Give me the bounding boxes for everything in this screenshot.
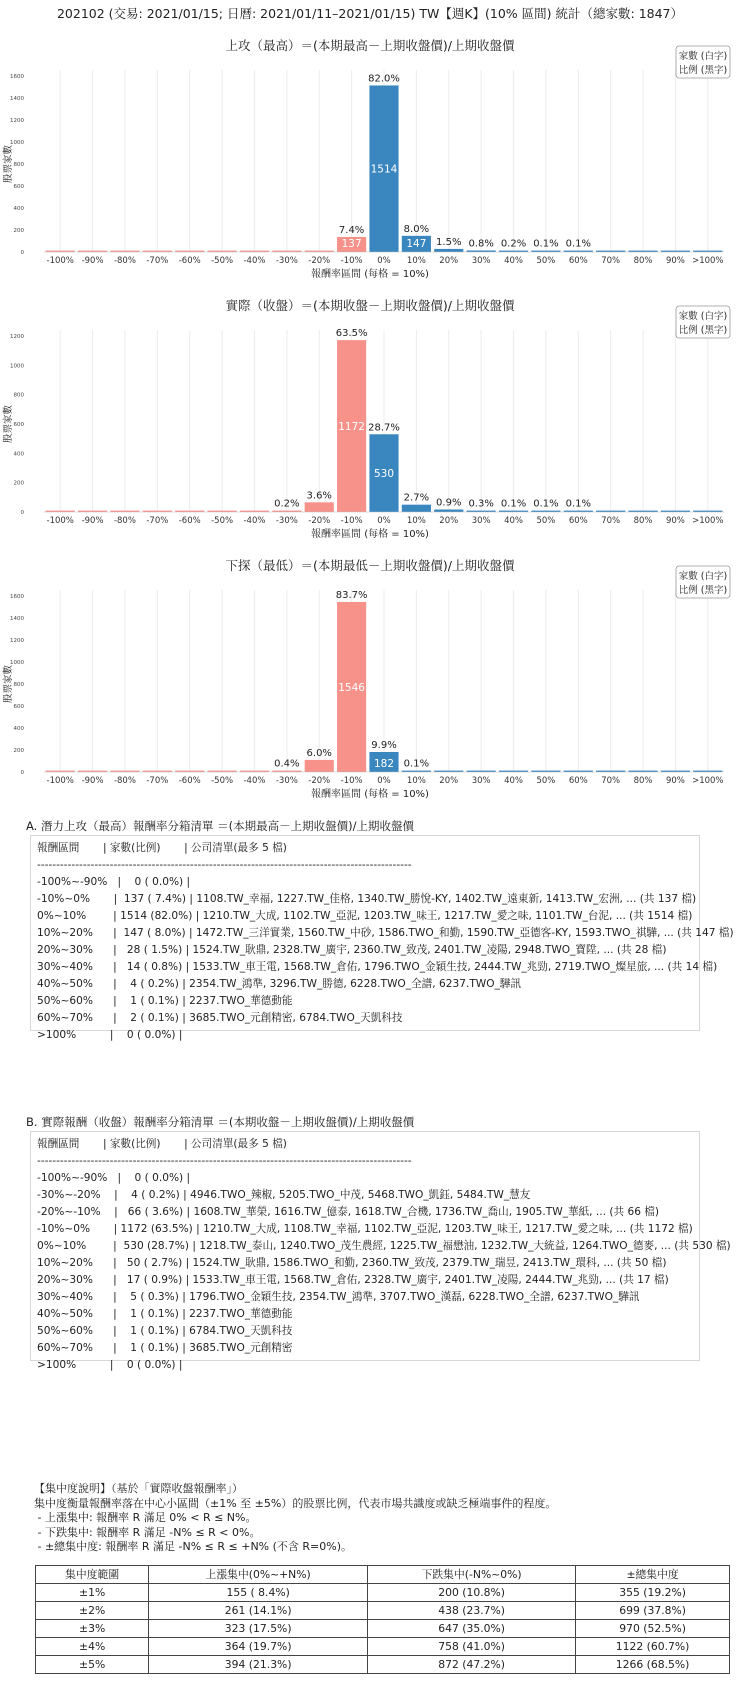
bar-percent-label: 28.7% bbox=[368, 422, 400, 434]
bar-percent-label: 3.6% bbox=[306, 490, 332, 502]
bar-count-label: 1546 bbox=[338, 681, 365, 694]
legend-line1: 家數 (白字) bbox=[678, 311, 728, 322]
table-cell: 872 (47.2%) bbox=[368, 1656, 576, 1674]
legend-line2: 比例 (黑字) bbox=[678, 325, 728, 336]
table-row bbox=[36, 1638, 730, 1656]
legend-line2: 比例 (黑字) bbox=[678, 65, 728, 76]
bar-percent-label: 0.1% bbox=[565, 498, 591, 510]
y-tick-label: 0 bbox=[20, 510, 24, 516]
x-tick-label: 40% bbox=[504, 776, 523, 786]
table-cell: 1122 (60.7%) bbox=[576, 1638, 730, 1656]
x-tick-label: 30% bbox=[471, 516, 491, 526]
y-tick-label: 1000 bbox=[10, 140, 24, 146]
table-cell: 355 (19.2%) bbox=[576, 1584, 730, 1602]
table-cell: 758 (41.0%) bbox=[368, 1638, 576, 1656]
x-tick-label: 20% bbox=[439, 256, 459, 266]
table-cell: ±2% bbox=[36, 1602, 149, 1620]
x-tick-label: -90% bbox=[81, 516, 104, 526]
x-tick-label: -50% bbox=[211, 256, 234, 266]
y-tick-label: 400 bbox=[13, 206, 24, 212]
list-b-box: 報酬區間 | 家數(比例) | 公司清單(最多 5 檔) -------------------------------------------------------------------------------------------------- -100%~-90% | 0 ( 0.0%) | -30%~-20% | 4 ( 0.2%) | 4946.TWO_辣椒, 5205.TWO_中茂, 5468.TWO_凱鈺, 5484.TW_慧友 -20%~-10% | 66 ( 3.6%) | 1608.TW_華榮, 1616.TW_億泰, 1618.TW_合機, 1736.TW_喬山, 1905.TW_華紙, ... (共 66 檔) -10%~0% | 1172 (63.5%) | 1210.TW_大成, 1108.TW_幸福, 1102.TW_亞泥, 1203.TW_味王, 1217.TW_愛之味, ... (共 1172 檔) 0%~10% | 530 (28.7%) | 1218.TW_泰山, 1240.TWO_茂生農經, 1225.TW_福懋油, 1232.TW_大統益, 1264.TWO_德麥, ... (共 530 檔) 10%~20% | 50 ( 2.7%) | 1524.TW_耿鼎, 1586.TWO_和勤, 2360.TW_致茂, 2379.TW_瑞昱, 2413.TW_環科, ... (共 50 檔) 20%~30% | 17 ( 0.9%) | 1533.TW_車王電, 1568.TW_倉佑, 2328.TW_廣宇, 2401.TW_凌陽, 2444.TW_兆勁, ... (共 17 檔) 30%~40% | 5 ( 0.3%) | 1796.TWO_金穎生技, 2354.TW_鴻準, 3707.TWO_漢磊, 6228.TWO_全譜, 6237.TWO_驊訊 40%~50% | 1 ( 0.1%) | 2237.TWO_華德動能 50%~60% | 1 ( 0.1%) | 6784.TWO_天凱科技 60%~70% | 1 ( 0.1%) | 3685.TWO_元創精密 >100% | 0 ( 0.0%) | bbox=[30, 1131, 700, 1361]
x-tick-label: -20% bbox=[308, 776, 331, 786]
bar-percent-label: 83.7% bbox=[335, 589, 368, 601]
y-tick-label: 1400 bbox=[10, 96, 24, 102]
legend-line1: 家數 (白字) bbox=[678, 51, 728, 62]
y-tick-label: 600 bbox=[13, 184, 24, 190]
table-cell: ±5% bbox=[36, 1656, 149, 1674]
bar-percent-label: 9.9% bbox=[371, 739, 397, 751]
table-row bbox=[36, 1656, 730, 1674]
table-row bbox=[36, 1584, 730, 1602]
bar bbox=[305, 760, 334, 772]
y-axis-label: 股票家數 bbox=[3, 664, 14, 704]
table-cell: 647 (35.0%) bbox=[368, 1620, 576, 1638]
x-tick-label: -10% bbox=[340, 516, 363, 526]
x-tick-label: 60% bbox=[568, 256, 588, 266]
x-tick-label: 60% bbox=[568, 776, 588, 786]
x-tick-label: 70% bbox=[601, 516, 621, 526]
x-tick-label: 0% bbox=[377, 256, 391, 266]
chart-title: 下探（最低）＝(本期最低－上期收盤價)/上期收盤價 bbox=[225, 558, 515, 573]
chart-title: 實際（收盤）＝(本期收盤－上期收盤價)/上期收盤價 bbox=[225, 298, 515, 313]
table-cell: ±1% bbox=[36, 1584, 149, 1602]
x-tick-label: 30% bbox=[471, 256, 491, 266]
chart-low bbox=[0, 554, 740, 810]
x-tick-label: 50% bbox=[536, 256, 556, 266]
x-tick-label: 50% bbox=[536, 516, 556, 526]
table-cell: 394 (21.3%) bbox=[149, 1656, 368, 1674]
y-tick-label: 1200 bbox=[10, 638, 24, 644]
x-tick-label: 40% bbox=[504, 256, 523, 266]
x-tick-label: -80% bbox=[113, 776, 136, 786]
x-tick-label: -70% bbox=[146, 776, 169, 786]
table-cell: 1266 (68.5%) bbox=[576, 1656, 730, 1674]
legend-line1: 家數 (白字) bbox=[678, 571, 728, 582]
y-tick-label: 1600 bbox=[10, 594, 24, 600]
x-tick-label: -80% bbox=[113, 256, 136, 266]
table-cell: 200 (10.8%) bbox=[368, 1584, 576, 1602]
y-tick-label: 1400 bbox=[10, 616, 24, 622]
table-cell: ±4% bbox=[36, 1638, 149, 1656]
chart-title: 上攻（最高）＝(本期最高－上期收盤價)/上期收盤價 bbox=[225, 38, 515, 53]
x-tick-label: 80% bbox=[633, 256, 653, 266]
x-tick-label: 10% bbox=[406, 516, 426, 526]
table-cell: 364 (19.7%) bbox=[149, 1638, 368, 1656]
chart-high bbox=[0, 34, 740, 290]
table-header: 集中度範圍 bbox=[36, 1566, 149, 1584]
list-a-box: 報酬區間 | 家數(比例) | 公司清單(最多 5 檔) -------------------------------------------------------------------------------------------------- -100%~-90% | 0 ( 0.0%) | -10%~0% | 137 ( 7.4%) | 1108.TW_幸福, 1227.TW_佳格, 1340.TW_勝悅-KY, 1402.TW_遠東新, 1413.TW_宏洲, ... (共 137 檔) 0%~10% | 1514 (82.0%) | 1210.TW_大成, 1102.TW_亞泥, 1203.TW_味王, 1217.TW_愛之味, 1101.TW_台泥, ... (共 1514 檔) 10%~20% | 147 ( 8.0%) | 1472.TW_三洋實業, 1560.TW_中砂, 1586.TWO_和勤, 1590.TW_亞德客-KY, 1593.TWO_祺驊, ... (共 147 檔) 20%~30% | 28 ( 1.5%) | 1524.TW_耿鼎, 2328.TW_廣宇, 2360.TW_致茂, 2401.TW_凌陽, 2948.TWO_寶陞, ... (共 28 檔) 30%~40% | 14 ( 0.8%) | 1533.TW_車王電, 1568.TW_倉佑, 1796.TWO_金穎生技, 2444.TW_兆勁, 2719.TWO_燦星旅, ... (共 14 檔) 40%~50% | 4 ( 0.2%) | 2354.TW_鴻準, 3296.TW_勝德, 6228.TWO_全譜, 6237.TWO_驊訊 50%~60% | 1 ( 0.1%) | 2237.TWO_華德動能 60%~70% | 2 ( 0.1%) | 3685.TWO_元創精密, 6784.TWO_天凱科技 >100% | 0 ( 0.0%) | bbox=[30, 835, 700, 1031]
table-cell: 699 (37.8%) bbox=[576, 1602, 730, 1620]
y-tick-label: 400 bbox=[13, 726, 24, 732]
bar bbox=[434, 510, 463, 512]
bar-percent-label: 0.8% bbox=[468, 238, 494, 250]
x-tick-label: -40% bbox=[243, 776, 266, 786]
concentration-description: 【集中度說明】（基於「實際收盤報酬率」） 集中度衡量報酬率落在中心小區間（±1% 至 ±5%）的股票比例，代表市場共識度或缺乏極端事件的程度。 - 上漲集中: 報酬率 R 滿足 0% < R ≤ N%。 - 下跌集中: 報酬率 R 滿足 -N% ≤ R < 0%。 - ±總集中度: 報酬率 R 滿足 -N% ≤ R ≤ +N% (不含 R=0%)。 bbox=[34, 1482, 557, 1553]
x-tick-label: -100% bbox=[46, 516, 74, 526]
x-tick-label: -20% bbox=[308, 516, 331, 526]
bar-percent-label: 2.7% bbox=[403, 492, 430, 504]
x-tick-label: -50% bbox=[211, 776, 234, 786]
bar-percent-label: 0.2% bbox=[500, 238, 527, 250]
x-tick-label: >100% bbox=[692, 256, 724, 266]
x-tick-label: -70% bbox=[146, 256, 169, 266]
y-tick-label: 600 bbox=[13, 422, 24, 428]
table-cell: 261 (14.1%) bbox=[149, 1602, 368, 1620]
table-header: ±總集中度 bbox=[576, 1566, 730, 1584]
table-header-row bbox=[36, 1566, 730, 1584]
x-tick-label: 50% bbox=[536, 776, 556, 786]
table-cell: 323 (17.5%) bbox=[149, 1620, 368, 1638]
chart-close bbox=[0, 294, 740, 550]
x-tick-label: >100% bbox=[692, 776, 724, 786]
x-tick-label: 80% bbox=[633, 516, 653, 526]
x-tick-label: 0% bbox=[377, 776, 391, 786]
list-b-heading: B. 實際報酬（收盤）報酬率分箱清單 ＝(本期收盤－上期收盤價)/上期收盤價 bbox=[26, 1115, 415, 1129]
table-cell: 438 (23.7%) bbox=[368, 1602, 576, 1620]
x-tick-label: -20% bbox=[308, 256, 331, 266]
bar bbox=[434, 249, 463, 252]
x-tick-label: -100% bbox=[46, 256, 74, 266]
y-tick-label: 1000 bbox=[10, 363, 24, 370]
x-tick-label: -60% bbox=[178, 256, 201, 266]
y-tick-label: 0 bbox=[20, 770, 24, 776]
y-tick-label: 1200 bbox=[10, 334, 24, 340]
legend-line2: 比例 (黑字) bbox=[678, 585, 728, 596]
chart-svg bbox=[0, 294, 740, 550]
x-tick-label: -10% bbox=[340, 776, 363, 786]
bar-count-label: 1172 bbox=[338, 421, 365, 434]
x-tick-label: 40% bbox=[504, 516, 523, 526]
table-header: 上漲集中(0%~+N%) bbox=[149, 1566, 368, 1584]
x-axis-label: 報酬率區間 (每格 = 10%) bbox=[311, 529, 429, 540]
x-axis-label: 報酬率區間 (每格 = 10%) bbox=[311, 269, 429, 280]
bar-count-label: 137 bbox=[341, 238, 362, 250]
x-tick-label: -30% bbox=[275, 256, 298, 266]
x-tick-label: 10% bbox=[406, 256, 426, 266]
x-tick-label: -60% bbox=[178, 516, 201, 526]
table-row bbox=[36, 1620, 730, 1638]
bar-percent-label: 0.1% bbox=[533, 238, 559, 250]
y-axis-label: 股票家數 bbox=[3, 404, 14, 444]
bar-percent-label: 0.1% bbox=[533, 498, 559, 510]
y-tick-label: 600 bbox=[13, 704, 24, 710]
bar-percent-label: 0.1% bbox=[565, 238, 591, 250]
bar-count-label: 182 bbox=[373, 758, 395, 770]
table-cell: 155 ( 8.4%) bbox=[149, 1584, 368, 1602]
bar-percent-label: 82.0% bbox=[368, 73, 400, 85]
y-tick-label: 200 bbox=[13, 748, 24, 754]
table-cell: ±3% bbox=[36, 1620, 149, 1638]
y-tick-label: 1600 bbox=[10, 74, 24, 80]
y-tick-label: 0 bbox=[20, 250, 24, 256]
bar-count-label: 147 bbox=[406, 238, 427, 250]
page-title: 202102 (交易: 2021/01/15; 日曆: 2021/01/11–2021/01/15) TW【週K】(10% 區間) 統計（總家數: 1847） bbox=[56, 6, 684, 21]
list-a-heading: A. 潛力上攻（最高）報酬率分箱清單 ＝(本期最高－上期收盤價)/上期收盤價 bbox=[26, 819, 414, 833]
x-tick-label: 0% bbox=[377, 516, 391, 526]
x-tick-label: -60% bbox=[178, 776, 201, 786]
bar-percent-label: 63.5% bbox=[335, 328, 368, 340]
x-tick-label: -40% bbox=[243, 516, 266, 526]
x-tick-label: -50% bbox=[211, 516, 234, 526]
y-axis-label: 股票家數 bbox=[3, 144, 14, 184]
x-tick-label: -30% bbox=[275, 516, 298, 526]
y-tick-label: 200 bbox=[13, 480, 24, 487]
x-tick-label: 20% bbox=[439, 776, 459, 786]
bar-percent-label: 0.3% bbox=[468, 498, 494, 510]
bar-percent-label: 0.9% bbox=[436, 497, 462, 509]
x-tick-label: 30% bbox=[471, 776, 491, 786]
x-tick-label: -40% bbox=[243, 256, 266, 266]
bar bbox=[305, 502, 334, 512]
concentration-table bbox=[35, 1565, 730, 1674]
x-tick-label: -90% bbox=[81, 256, 104, 266]
x-axis-label: 報酬率區間 (每格 = 10%) bbox=[311, 789, 429, 800]
x-tick-label: 70% bbox=[601, 256, 621, 266]
table-row bbox=[36, 1602, 730, 1620]
y-tick-label: 800 bbox=[13, 162, 24, 168]
bar-percent-label: 0.1% bbox=[403, 758, 430, 770]
x-tick-label: >100% bbox=[692, 516, 724, 526]
y-tick-label: 1200 bbox=[10, 118, 24, 124]
bar-count-label: 530 bbox=[373, 468, 395, 481]
x-tick-label: 90% bbox=[665, 776, 685, 786]
bar-percent-label: 0.4% bbox=[274, 758, 300, 770]
y-tick-label: 800 bbox=[13, 682, 24, 688]
x-tick-label: -10% bbox=[340, 256, 363, 266]
table-cell: 970 (52.5%) bbox=[576, 1620, 730, 1638]
y-tick-label: 400 bbox=[13, 451, 24, 458]
x-tick-label: -100% bbox=[46, 776, 74, 786]
x-tick-label: 90% bbox=[665, 516, 685, 526]
y-tick-label: 200 bbox=[13, 228, 24, 234]
x-tick-label: 60% bbox=[568, 516, 588, 526]
chart-svg bbox=[0, 554, 740, 810]
bar-percent-label: 0.2% bbox=[274, 498, 300, 510]
bar-count-label: 1514 bbox=[370, 163, 398, 176]
x-tick-label: -80% bbox=[113, 516, 136, 526]
x-tick-label: -90% bbox=[81, 776, 104, 786]
y-tick-label: 1000 bbox=[10, 660, 24, 666]
x-tick-label: 90% bbox=[665, 256, 685, 266]
x-tick-label: 20% bbox=[439, 516, 459, 526]
bar-percent-label: 6.0% bbox=[306, 747, 332, 759]
bar-percent-label: 0.1% bbox=[500, 498, 527, 510]
x-tick-label: -30% bbox=[275, 776, 298, 786]
x-tick-label: 80% bbox=[633, 776, 653, 786]
x-tick-label: 70% bbox=[601, 776, 621, 786]
y-tick-label: 800 bbox=[13, 392, 24, 399]
bar-percent-label: 1.5% bbox=[436, 236, 462, 248]
bar-percent-label: 7.4% bbox=[338, 224, 365, 236]
chart-svg bbox=[0, 34, 740, 290]
bar bbox=[402, 505, 431, 512]
x-tick-label: 10% bbox=[406, 776, 426, 786]
x-tick-label: -70% bbox=[146, 516, 169, 526]
bar-percent-label: 8.0% bbox=[403, 223, 430, 235]
table-header: 下跌集中(-N%~0%) bbox=[368, 1566, 576, 1584]
